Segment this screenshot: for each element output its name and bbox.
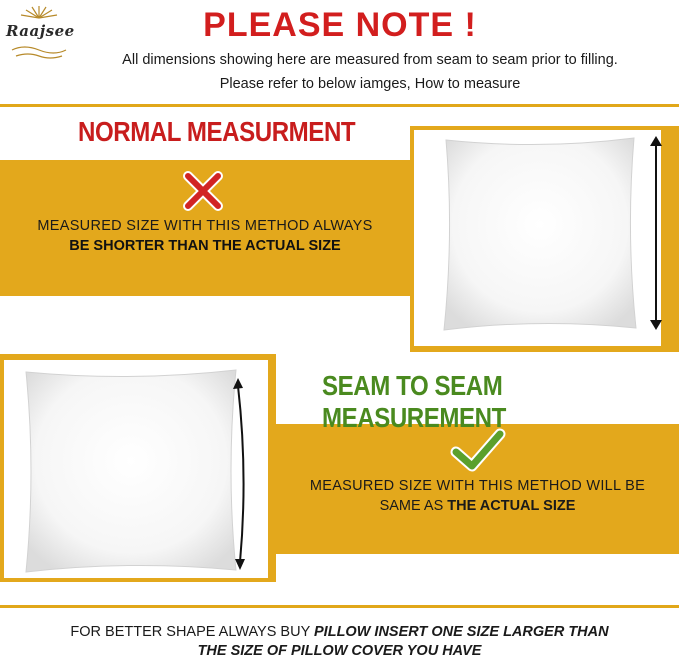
seam-description-line-2 xyxy=(276,498,679,514)
pillow-image-normal xyxy=(440,134,640,332)
vertical-measure-arrow-icon xyxy=(648,134,664,332)
normal-measurement-heading: NORMAL MEASURMENT xyxy=(78,116,356,147)
footer-prefix: FOR BETTER SHAPE ALWAYS BUY xyxy=(70,624,315,640)
footer-emphasis: PILLOW INSERT ONE SIZE LARGER THAN xyxy=(314,624,609,640)
pillow-image-seam xyxy=(20,366,242,576)
logo-text: Raajsee xyxy=(6,22,75,40)
footer-line-1 xyxy=(0,624,679,640)
normal-description-line-1: MEASURED SIZE WITH THIS METHOD ALWAYS xyxy=(37,218,373,234)
normal-description-line-2: BE SHORTER THAN THE ACTUAL SIZE xyxy=(69,238,341,254)
top-divider xyxy=(0,104,679,107)
brand-logo xyxy=(4,4,74,62)
cross-icon xyxy=(180,168,226,214)
note-line-2: Please refer to below iamges, How to measure xyxy=(219,76,521,92)
bottom-divider xyxy=(0,605,679,608)
seam-description-line-1: MEASURED SIZE WITH THIS METHOD WILL BE xyxy=(309,478,646,494)
curved-measure-arrow-icon xyxy=(232,376,250,572)
footer-line-2: THE SIZE OF PILLOW COVER YOU HAVE xyxy=(197,643,482,659)
page-title: PLEASE NOTE ! xyxy=(203,6,477,44)
seam-measurement-heading: SEAM TO SEAM MEASUREMENT xyxy=(322,370,506,433)
seam-description-emphasis: THE ACTUAL SIZE xyxy=(447,498,576,514)
note-line-1: All dimensions showing here are measured from seam to seam prior to filling. xyxy=(122,52,618,68)
checkmark-icon xyxy=(450,428,506,474)
seam-description-prefix: SAME AS xyxy=(379,498,448,514)
